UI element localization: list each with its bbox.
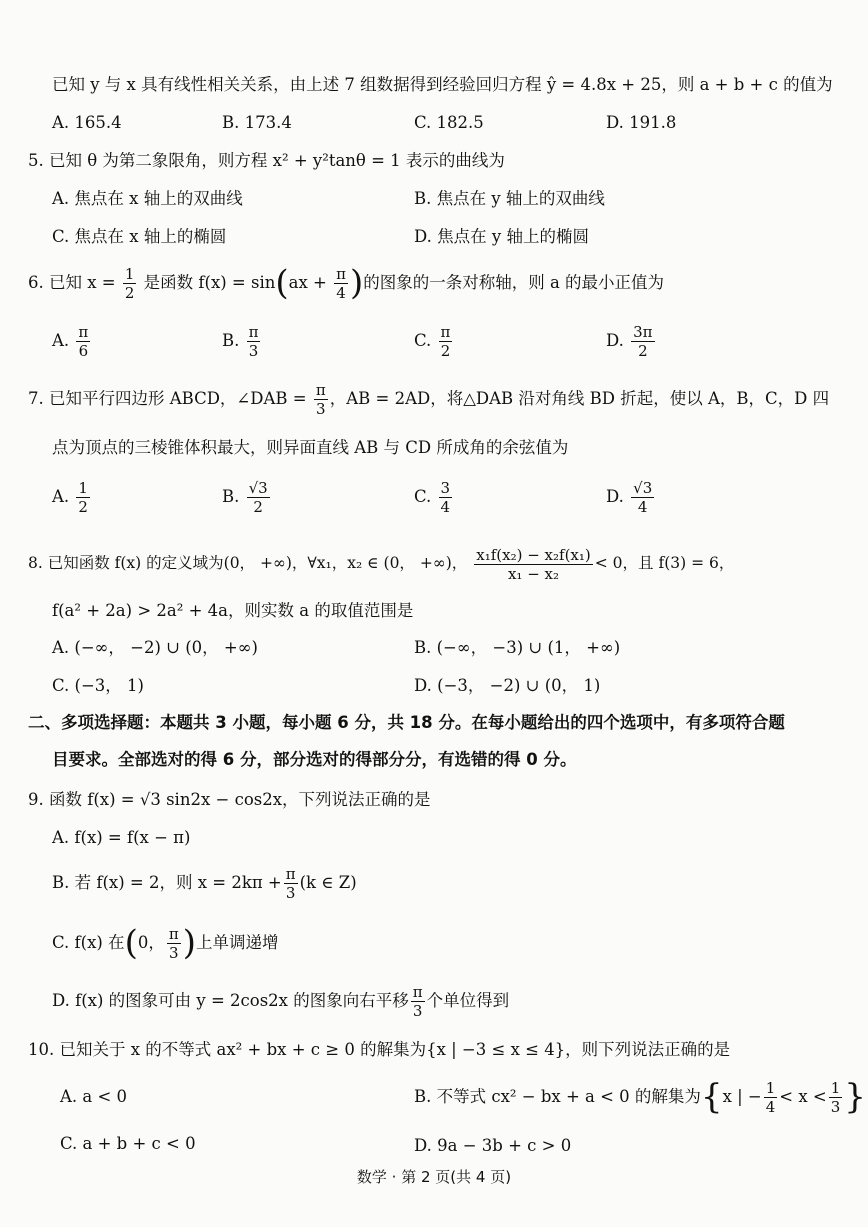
q9-stem: 9. 函数 f(x) = √3 sin2x − cos2x，下列说法正确的是 (28, 790, 431, 809)
q4-option-d: D. 191.8 (606, 113, 677, 132)
q8-option-c: C. (−3， 1) (52, 676, 144, 695)
q5-stem: 5. 已知 θ 为第二象限角，则方程 x² + y²tanθ = 1 表示的曲线为 (28, 151, 505, 170)
section2-heading: 二、多项选择题：本题共 3 小题，每小题 6 分，共 18 分。在每小题给出的四个选项中，有多项符合题 (28, 713, 785, 732)
q4-stem: 已知 y 与 x 具有线性相关关系，由上述 7 组数据得到经验回归方程 ŷ = 4.8x + 25，则 a + b + c 的值为 (52, 75, 833, 94)
q5-option-d: D. 焦点在 y 轴上的椭圆 (414, 227, 589, 246)
q5-option-b: B. 焦点在 y 轴上的双曲线 (414, 189, 605, 208)
q4-option-a: A. 165.4 (52, 113, 122, 132)
q6-stem-pre: 6. 已知 x = (28, 273, 116, 292)
q5-option-a: A. 焦点在 x 轴上的双曲线 (52, 189, 243, 208)
q9-option-c: C. f(x) 在(0， $\frac{\pi}{3}$ )上单调递增 (52, 923, 279, 963)
q7-stem: 7. 已知平行四边形 ABCD，∠DAB = $\frac{\pi}{3}$ ，AB = 2AD，将△DAB 沿对角线 BD 折起，使以 A，B，C，D 四 (28, 381, 830, 418)
page-footer: 数学 · 第 2 页(共 4 页) (356, 1168, 512, 1186)
q7-stem-line2: 点为顶点的三棱锥体积最大，则异面直线 AB 与 CD 所成角的余弦值为 (52, 438, 569, 457)
q4-option-b: B. 173.4 (222, 113, 292, 132)
q7-option-c: C. $\frac{3}{4}$ (414, 479, 451, 516)
q6-stem-post: 的图象的一条对称轴，则 a 的最小正值为 (363, 273, 665, 292)
q5-option-c: C. 焦点在 x 轴上的椭圆 (52, 227, 227, 246)
q6-stem: 6. 已知 x = $\frac{1}{2}$ 是函数 f(x) = sin(ax + $\frac{\pi}{4}$ )的图象的一条对称轴，则 a 的最小正值为 (28, 263, 665, 303)
q6-stem-mid: 是函数 f(x) = sin (143, 273, 276, 292)
q6-option-a: A. $\frac{\pi}{6}$ (52, 323, 89, 360)
q7-option-a: A. $\frac{1}{2}$ (52, 479, 88, 516)
q6-inner-fraction: $\frac{\pi}{4}$ (336, 265, 346, 302)
q8-stem: 8. 已知函数 f(x) 的定义域为(0， +∞)，∀x₁，x₂ ∈ (0， +∞)， $\frac{\text{x₁f(x₂) − x₂f(x₁)}}{\text{x₁ − x₂}}$ < 0，且 f(3) = 6， (28, 545, 735, 583)
q10-stem: 10. 已知关于 x 的不等式 ax² + bx + c ≥ 0 的解集为{x | −3 ≤ x ≤ 4}，则下列说法正确的是 (28, 1040, 731, 1059)
q9-option-d: D. f(x) 的图象可由 y = 2cos2x 的图象向右平移 $\frac{\pi}{3}$ 个单位得到 (52, 983, 510, 1020)
q9-option-b: B. 若 f(x) = 2，则 x = 2kπ + $\frac{\pi}{3}$ (k ∈ Z) (52, 865, 357, 902)
q8-stem-line2: f(a² + 2a) > 2a² + 4a，则实数 a 的取值范围是 (52, 601, 414, 620)
q10-option-a: A. a < 0 (60, 1087, 128, 1106)
q6-option-c: C. $\frac{\pi}{2}$ (414, 323, 451, 360)
q8-option-d: D. (−3， −2) ∪ (0， 1) (414, 676, 601, 695)
q8-option-b: B. (−∞， −3) ∪ (1， +∞) (414, 638, 621, 657)
q9-option-a: A. f(x) = f(x − π) (52, 828, 191, 847)
q10-option-c: C. a + b + c < 0 (60, 1134, 196, 1153)
section2-heading-line2: 目要求。全部选对的得 6 分，部分选对的得部分分，有选错的得 0 分。 (52, 750, 577, 769)
q8-option-a: A. (−∞， −2) ∪ (0， +∞) (52, 638, 258, 657)
q8-fraction: $\frac{\text{x₁f(x₂) − x₂f(x₁)}}{\text{x₁ − x₂}}$ (476, 545, 591, 583)
q10-option-d: D. 9a − 3b + c > 0 (414, 1136, 572, 1155)
q7-fraction: $\frac{\pi}{3}$ (315, 381, 326, 418)
q6-option-d: D. $\frac{3\pi}{2}$ (606, 323, 653, 360)
q6-option-b: B. $\frac{\pi}{3}$ (222, 323, 259, 360)
q7-option-b: B. $\frac{√3}{2}$ (222, 479, 268, 516)
q6-fraction: $\frac{1}{2}$ (124, 265, 135, 302)
q4-option-c: C. 182.5 (414, 113, 484, 132)
q7-option-d: D. $\frac{√3}{4}$ (606, 479, 653, 516)
q10-option-b: B. 不等式 cx² − bx + a < 0 的解集为{x | − $\frac{1}{4}$ < x < $\frac{1}{3}$ } (414, 1077, 866, 1117)
